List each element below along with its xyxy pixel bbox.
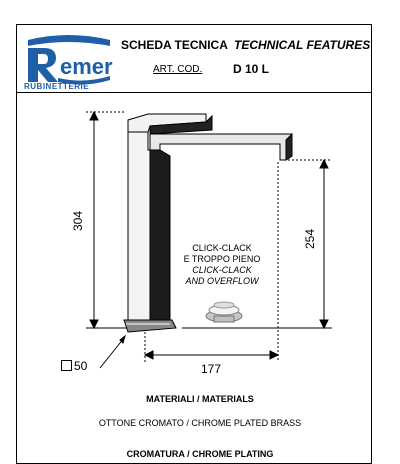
spout-height-label: 254 <box>303 228 318 250</box>
article-code-label: ART. COD. <box>153 64 203 75</box>
faucet-body <box>124 114 292 332</box>
click-clack-waste-icon <box>206 302 242 322</box>
height-dimension-label: 304 <box>71 210 86 232</box>
waste-note-line1: CLICK-CLACK <box>192 243 252 253</box>
waste-note-line2: E TROPPO PIENO <box>183 254 261 264</box>
title-english: TECHNICAL FEATURES <box>234 38 371 52</box>
chrome-plating-heading: CROMATURA / CHROME PLATING <box>126 449 274 459</box>
materials-heading: MATERIALI / MATERIALS <box>146 394 254 404</box>
materials-value: OTTONE CROMATO / CHROME PLATED BRASS <box>98 418 302 428</box>
logo-subtitle: RUBINETTERIE <box>24 82 90 91</box>
waste-note-line4: AND OVERFLOW <box>185 276 259 286</box>
title-italian: SCHEDA TECNICA <box>121 38 228 52</box>
base-size-label: 50 <box>74 359 88 373</box>
waste-note-line3: CLICK-CLACK <box>192 265 252 275</box>
waste-note <box>172 243 272 287</box>
square-base-icon <box>61 360 72 371</box>
reach-dimension-label: 177 <box>201 362 222 376</box>
logo-wordmark: emer <box>60 54 113 79</box>
article-code: D 10 L <box>233 62 270 76</box>
